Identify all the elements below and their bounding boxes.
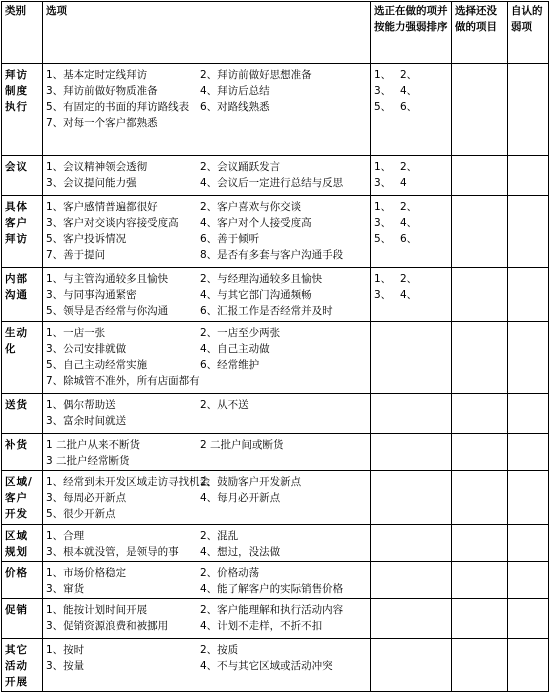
doing-rank-cell[interactable] — [371, 525, 452, 562]
rank-line — [374, 231, 448, 247]
doing-rank-cell[interactable] — [371, 64, 452, 156]
option-line — [46, 83, 367, 99]
table-row — [2, 434, 549, 471]
option-item: 3、根本就没管，是领导的事 — [46, 546, 179, 558]
option-item: 2、从不送 — [200, 399, 249, 411]
rank-slot: 6、 — [400, 101, 418, 113]
option-item: 4、自己主动做 — [200, 343, 270, 355]
category-cell: 区域/客户开发 — [2, 471, 43, 525]
rank-slot: 1、 — [374, 201, 392, 213]
not-doing-cell[interactable] — [452, 156, 508, 196]
rank-slot: 4、 — [400, 85, 418, 97]
option-item: 3、促销资源浪费和被挪用 — [46, 620, 169, 632]
option-line — [46, 397, 367, 413]
rank-slot: 2、 — [400, 161, 418, 173]
table-row — [2, 322, 549, 394]
options-cell — [43, 525, 371, 562]
category-cell: 区域规划 — [2, 525, 43, 562]
option-item: 3、公司安排就做 — [46, 343, 127, 355]
option-item: 3、富余时间就送 — [46, 415, 127, 427]
self-weak-cell[interactable] — [508, 562, 549, 599]
not-doing-cell[interactable] — [452, 322, 508, 394]
option-item: 6、善于倾听 — [200, 233, 260, 245]
options-cell — [43, 394, 371, 434]
rank-slot: 4、 — [400, 217, 418, 229]
category-cell: 会议 — [2, 156, 43, 196]
option-item: 7、除城管不准外，所有店面都有 — [46, 375, 200, 387]
option-item: 1、偶尔帮助送 — [46, 399, 116, 411]
header-row — [2, 2, 549, 64]
option-item: 1、经常到未开发区域走访寻找机会 — [46, 476, 211, 488]
options-cell — [43, 156, 371, 196]
option-item: 4、不与其它区域或活动冲突 — [200, 660, 333, 672]
option-line — [46, 413, 367, 429]
option-item: 5、客户投诉情况 — [46, 233, 127, 245]
option-line — [46, 271, 367, 287]
option-item: 4、客户对个人接受度高 — [200, 217, 312, 229]
not-doing-cell[interactable] — [452, 196, 508, 268]
option-item: 7、善于提问 — [46, 249, 106, 261]
option-item: 1、市场价格稳定 — [46, 567, 127, 579]
self-weak-cell[interactable] — [508, 525, 549, 562]
table-row — [2, 599, 549, 639]
option-line — [46, 437, 367, 453]
table-row — [2, 525, 549, 562]
rank-line — [374, 159, 448, 175]
self-weak-cell[interactable] — [508, 156, 549, 196]
option-item: 4、想过，没法做 — [200, 546, 281, 558]
doing-rank-cell[interactable] — [371, 322, 452, 394]
category-cell: 生动化 — [2, 322, 43, 394]
rank-line — [374, 271, 448, 287]
doing-rank-cell[interactable] — [371, 156, 452, 196]
option-item: 1、能按计划时间开展 — [46, 604, 148, 616]
category-cell: 送货 — [2, 394, 43, 434]
rank-line — [374, 67, 448, 83]
category-cell: 促销 — [2, 599, 43, 639]
option-item: 4、拜访后总结 — [200, 85, 270, 97]
not-doing-cell[interactable] — [452, 562, 508, 599]
option-line — [46, 474, 367, 490]
table-row — [2, 471, 549, 525]
doing-rank-cell[interactable] — [371, 434, 452, 471]
option-item: 6、经常维护 — [200, 359, 260, 371]
option-item: 2、一店至少两张 — [200, 327, 281, 339]
doing-rank-cell[interactable] — [371, 562, 452, 599]
header-not-doing: 选择还没做的项目 — [452, 2, 508, 64]
option-item: 2、与经理沟通较多且愉快 — [200, 273, 323, 285]
option-item: 2、鼓励客户开发新点 — [200, 476, 302, 488]
option-item: 7、对每一个客户都熟悉 — [46, 117, 158, 129]
option-item: 2、客户能理解和执行活动内容 — [200, 604, 344, 616]
category-cell: 具体客户拜访 — [2, 196, 43, 268]
option-item: 2、按质 — [200, 644, 239, 656]
table-row — [2, 196, 549, 268]
category-cell: 价格 — [2, 562, 43, 599]
option-item: 1 二批户从来不断货 — [46, 439, 141, 451]
option-item: 8、是否有多套与客户沟通手段 — [200, 249, 344, 261]
self-weak-cell[interactable] — [508, 471, 549, 525]
capability-assessment-table — [1, 1, 549, 692]
table-row — [2, 639, 549, 692]
option-item: 4、每月必开新点 — [200, 492, 281, 504]
self-weak-cell[interactable] — [508, 64, 549, 156]
not-doing-cell[interactable] — [452, 394, 508, 434]
option-item: 1、合理 — [46, 530, 85, 542]
option-item: 6、对路线熟悉 — [200, 101, 270, 113]
option-line — [46, 453, 367, 469]
rank-slot: 3、 — [374, 85, 392, 97]
self-weak-cell[interactable] — [508, 322, 549, 394]
option-line — [46, 357, 367, 373]
doing-rank-cell[interactable] — [371, 599, 452, 639]
rank-slot: 2、 — [400, 69, 418, 81]
options-cell — [43, 322, 371, 394]
rank-slot: 4 — [400, 177, 407, 189]
header-options: 选项 — [43, 2, 371, 64]
option-item: 1、一店一张 — [46, 327, 106, 339]
option-item: 2、价格动荡 — [200, 567, 260, 579]
option-line — [46, 658, 367, 674]
category-cell: 补货 — [2, 434, 43, 471]
option-item: 1、基本定时定线拜访 — [46, 69, 148, 81]
rank-slot: 1、 — [374, 161, 392, 173]
rank-slot: 1、 — [374, 69, 392, 81]
not-doing-cell[interactable] — [452, 434, 508, 471]
self-weak-cell[interactable] — [508, 599, 549, 639]
option-line — [46, 581, 367, 597]
not-doing-cell[interactable] — [452, 639, 508, 692]
rank-line — [374, 83, 448, 99]
rank-line — [374, 175, 448, 191]
rank-slot: 2、 — [400, 273, 418, 285]
not-doing-cell[interactable] — [452, 471, 508, 525]
option-item: 6、汇报工作是否经常并及时 — [200, 305, 333, 317]
rank-line — [374, 199, 448, 215]
doing-rank-cell[interactable] — [371, 268, 452, 322]
option-item: 3、每周必开新点 — [46, 492, 127, 504]
rank-slot: 1、 — [374, 273, 392, 285]
table-row — [2, 156, 549, 196]
not-doing-cell[interactable] — [452, 64, 508, 156]
option-item: 4、计划不走样，不折不扣 — [200, 620, 323, 632]
self-weak-cell[interactable] — [508, 268, 549, 322]
rank-slot: 2、 — [400, 201, 418, 213]
not-doing-cell[interactable] — [452, 599, 508, 639]
option-item: 2、客户喜欢与你交谈 — [200, 201, 302, 213]
doing-rank-cell[interactable] — [371, 196, 452, 268]
doing-rank-cell[interactable] — [371, 639, 452, 692]
option-item: 1、客户感情普遍都很好 — [46, 201, 158, 213]
option-line — [46, 373, 367, 389]
table-row — [2, 268, 549, 322]
options-cell — [43, 196, 371, 268]
doing-rank-cell[interactable] — [371, 394, 452, 434]
not-doing-cell[interactable] — [452, 525, 508, 562]
option-line — [46, 602, 367, 618]
rank-slot: 3、 — [374, 217, 392, 229]
doing-rank-cell[interactable] — [371, 471, 452, 525]
rank-slot: 5、 — [374, 101, 392, 113]
options-cell — [43, 599, 371, 639]
option-line — [46, 115, 367, 131]
option-item: 5、很少开新点 — [46, 508, 116, 520]
option-line — [46, 490, 367, 506]
option-line — [46, 199, 367, 215]
table-row — [2, 562, 549, 599]
option-item: 1、按时 — [46, 644, 85, 656]
option-item: 3 二批户经常断货 — [46, 455, 130, 467]
rank-slot: 3、 — [374, 289, 392, 301]
option-line — [46, 618, 367, 634]
option-item: 4、与其它部门沟通频畅 — [200, 289, 312, 301]
header-self-weak: 自认的弱项 — [508, 2, 549, 64]
category-cell: 内部沟通 — [2, 268, 43, 322]
table-row — [2, 64, 549, 156]
rank-line — [374, 287, 448, 303]
option-item: 1、与主管沟通较多且愉快 — [46, 273, 169, 285]
self-weak-cell[interactable] — [508, 639, 549, 692]
option-line — [46, 215, 367, 231]
rank-slot: 4、 — [400, 289, 418, 301]
options-cell — [43, 562, 371, 599]
category-cell: 其它活动开展 — [2, 639, 43, 692]
header-category: 类别 — [2, 2, 43, 64]
options-cell — [43, 471, 371, 525]
option-line — [46, 287, 367, 303]
option-item: 4、会议后一定进行总结与反思 — [200, 177, 344, 189]
option-line — [46, 175, 367, 191]
option-line — [46, 231, 367, 247]
not-doing-cell[interactable] — [452, 268, 508, 322]
self-weak-cell[interactable] — [508, 394, 549, 434]
options-cell — [43, 64, 371, 156]
option-item: 3、与同事沟通紧密 — [46, 289, 137, 301]
option-line — [46, 247, 367, 263]
option-item: 5、自己主动经常实施 — [46, 359, 148, 371]
option-item: 2、会议踊跃发言 — [200, 161, 281, 173]
rank-slot: 6、 — [400, 233, 418, 245]
option-line — [46, 67, 367, 83]
option-item: 3、窜货 — [46, 583, 85, 595]
table-row — [2, 394, 549, 434]
option-item: 3、按量 — [46, 660, 85, 672]
option-line — [46, 341, 367, 357]
options-cell — [43, 434, 371, 471]
rank-line — [374, 215, 448, 231]
option-line — [46, 506, 367, 522]
option-item: 3、客户对交谈内容接受度高 — [46, 217, 179, 229]
option-line — [46, 303, 367, 319]
rank-slot: 3、 — [374, 177, 392, 189]
self-weak-cell[interactable] — [508, 196, 549, 268]
option-line — [46, 528, 367, 544]
option-item: 3、拜访前做好物质准备 — [46, 85, 158, 97]
option-line — [46, 325, 367, 341]
option-line — [46, 642, 367, 658]
option-item: 1、会议精神领会透彻 — [46, 161, 148, 173]
option-line — [46, 99, 367, 115]
option-item: 2、拜访前做好思想准备 — [200, 69, 312, 81]
rank-line — [374, 99, 448, 115]
options-cell — [43, 268, 371, 322]
option-item: 5、有固定的书面的拜访路线表 — [46, 101, 190, 113]
option-line — [46, 565, 367, 581]
category-cell: 拜访制度执行 — [2, 64, 43, 156]
option-item: 5、领导是否经常与你沟通 — [46, 305, 169, 317]
option-line — [46, 159, 367, 175]
option-item: 4、能了解客户的实际销售价格 — [200, 583, 344, 595]
header-doing-rank: 选正在做的项并按能力强弱排序 — [371, 2, 452, 64]
rank-slot: 5、 — [374, 233, 392, 245]
option-item: 2 二批户间或断货 — [200, 439, 284, 451]
option-item: 3、会议提问能力强 — [46, 177, 137, 189]
option-line — [46, 544, 367, 560]
self-weak-cell[interactable] — [508, 434, 549, 471]
option-item: 2、混乱 — [200, 530, 239, 542]
options-cell — [43, 639, 371, 692]
